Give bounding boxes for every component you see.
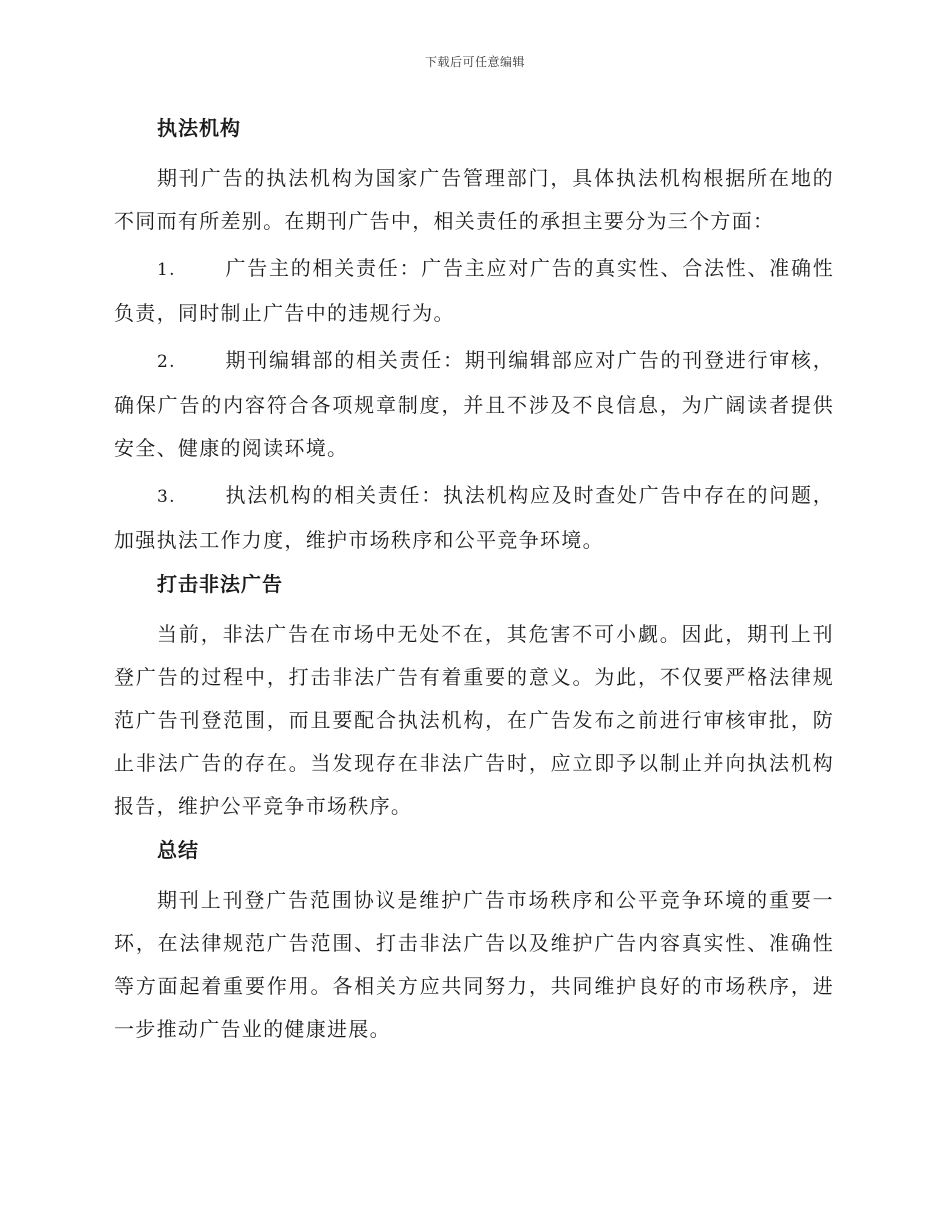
list-item-number: 1. (157, 260, 176, 280)
document-body (114, 112, 834, 1055)
page-header: 下载后可任意编辑 (424, 55, 525, 69)
section-heading-enforcement: 执法机构 (157, 116, 241, 140)
enforcement-intro: 期刊广告的执法机构为国家广告管理部门，具体执法机构根据所在地的不同而有所差别。在期刊广告中，相关责任的承担主要分为三个方面： (114, 166, 834, 233)
list-item (114, 247, 834, 335)
list-item-number: 2. (157, 352, 176, 372)
summary-body: 期刊上刊登广告范围协议是维护广告市场秩序和公平竞争环境的重要一环，在法律规范广告范围、打击非法广告以及维护广告内容真实性、准确性等方面起着重要作用。各相关方应共同努力，共同维护良好的市场秩序，进一步推动广告业的健康进展。 (114, 888, 834, 1041)
section-heading-summary: 总结 (157, 838, 199, 862)
section-heading-illegal-ads: 打击非法广告 (157, 572, 283, 596)
list-item-text: 期刊编辑部的相关责任：期刊编辑部应对广告的刊登进行审核，确保广告的内容符合各项规章制度，并且不涉及不良信息，为广阔读者提供安全、健康的阅读环境。 (114, 348, 834, 460)
list-item-text: 广告主的相关责任：广告主应对广告的真实性、合法性、准确性负责，同时制止广告中的违规行为。 (114, 256, 834, 325)
list-item-number: 3. (157, 487, 176, 507)
list-item (114, 339, 834, 470)
list-item-text: 执法机构的相关责任：执法机构应及时查处广告中存在的问题，加强执法工作力度，维护市场秩序和公平竞争环境。 (114, 483, 834, 552)
list-item (114, 474, 834, 562)
illegal-ads-body: 当前，非法广告在市场中无处不在，其危害不可小觑。因此，期刊上刊登广告的过程中，打击非法广告有着重要的意义。为此，不仅要严格法律规范广告刊登范围，而且要配合执法机构，在广告发布之前进行审核审批，防止非法广告的存在。当发现存在非法广告时，应立即予以制止并向执法机构报告，维护公平竞争市场秩序。 (114, 622, 834, 818)
